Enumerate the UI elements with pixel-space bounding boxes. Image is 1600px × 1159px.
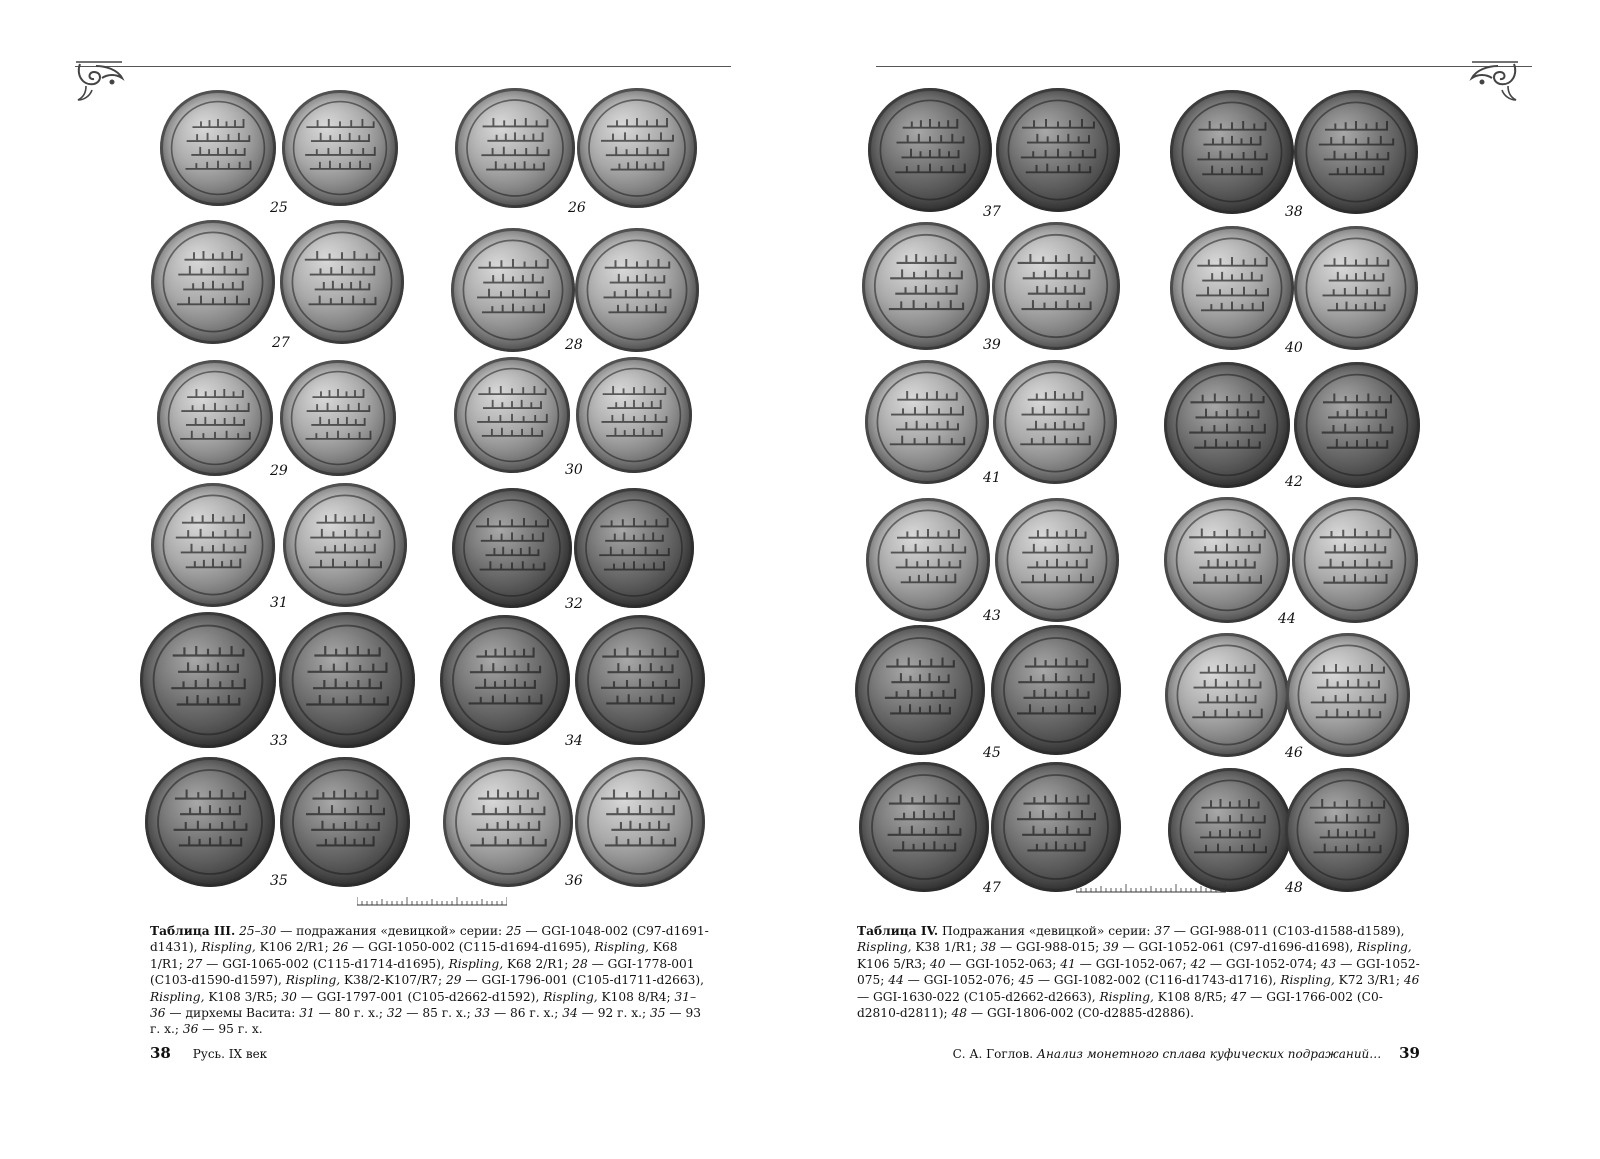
coin-obverse xyxy=(855,625,985,755)
caption-run: K108 8/R5; xyxy=(1153,989,1231,1004)
coin-number: 26 xyxy=(568,200,586,216)
coin-reverse xyxy=(577,88,697,208)
caption-run: 38 xyxy=(980,940,997,955)
coin-number: 37 xyxy=(983,204,1001,220)
coin-obverse xyxy=(440,615,570,745)
coin-obverse xyxy=(145,757,275,887)
coin-reverse xyxy=(280,220,404,344)
ornament-icon xyxy=(72,60,126,104)
caption-run: 30 xyxy=(281,989,297,1004)
caption-run: 35 xyxy=(650,1006,666,1021)
caption-run: K72 3/R1; xyxy=(1334,973,1404,988)
caption-run: 45 xyxy=(1018,973,1034,988)
coin-obverse xyxy=(1164,497,1290,623)
caption-run: Rispling, xyxy=(285,973,341,988)
caption-run: K106 5/R3; xyxy=(857,956,931,971)
caption-run: — 85 г. х.; xyxy=(402,1006,475,1021)
coin-reverse xyxy=(1294,90,1418,214)
caption-run: 47 xyxy=(1230,989,1247,1004)
coin-reverse xyxy=(576,357,692,473)
caption-run: — 95 г. х. xyxy=(198,1022,263,1037)
right-page xyxy=(800,0,1600,1159)
caption-run: Rispling, xyxy=(543,989,598,1004)
caption-run: K38/2-K107/R7; xyxy=(340,973,447,988)
caption-run: 44 xyxy=(888,973,904,988)
coin-number: 39 xyxy=(983,337,1001,353)
scale-bar xyxy=(357,896,507,906)
caption-run: K108 3/R5; xyxy=(204,989,282,1004)
caption-run: — GGI-1806-002 (C0-d2885-d2886). xyxy=(967,1006,1194,1021)
caption-run: — GGI-1052-076; xyxy=(903,973,1019,988)
running-title-italic: Анализ монетного сплава куфических подражаний… xyxy=(1036,1047,1382,1061)
caption-run: — 86 г. х.; xyxy=(490,1006,563,1021)
header-rule xyxy=(876,66,1532,67)
coin-number: 31 xyxy=(270,595,288,611)
page-footer xyxy=(150,1044,267,1062)
caption-run: 40 xyxy=(930,956,946,971)
caption-run: — GGI-1797-001 (C105-d2662-d1592), xyxy=(296,989,544,1004)
caption-run: — GGI-1050-002 (C115-d1694-d1695), xyxy=(348,940,595,955)
caption-run: Rispling, xyxy=(1099,989,1154,1004)
coin-number: 30 xyxy=(565,462,583,478)
caption-run: Rispling, xyxy=(150,989,205,1004)
caption-run: — GGI-1778-001 (C103-d1590-d1597), xyxy=(150,956,695,988)
plate-caption xyxy=(857,923,1423,1021)
caption-run: 37 xyxy=(1154,924,1170,938)
coin-obverse xyxy=(140,612,276,748)
caption-run: Rispling, xyxy=(1280,973,1335,988)
coin-reverse xyxy=(282,90,398,206)
coin-obverse xyxy=(1170,226,1294,350)
caption-run: 39 xyxy=(1103,940,1119,955)
caption-run: 32 xyxy=(386,1006,403,1021)
caption-run: — 80 г. х.; xyxy=(314,1006,387,1021)
coin-number: 41 xyxy=(983,470,1001,486)
coin-obverse xyxy=(866,498,990,622)
coin-number: 46 xyxy=(1285,745,1303,761)
coin-obverse xyxy=(452,488,572,608)
coin-obverse xyxy=(862,222,990,350)
coin-reverse xyxy=(574,488,694,608)
header-rule xyxy=(75,66,731,67)
coin-number: 36 xyxy=(565,873,583,889)
ornament-icon xyxy=(1468,60,1522,104)
coin-number: 32 xyxy=(565,596,583,612)
coin-reverse xyxy=(1286,633,1410,757)
caption-run: — подражания «девицкой» серии: xyxy=(276,924,506,938)
coin-obverse xyxy=(151,220,275,344)
caption-run: — GGI-1048-002 (C97-d1691-d1431), xyxy=(150,924,709,955)
coin-obverse xyxy=(455,88,575,208)
coin-reverse xyxy=(283,483,407,607)
coin-number: 35 xyxy=(270,873,288,889)
caption-run: 43 xyxy=(1320,956,1337,971)
coin-number: 43 xyxy=(983,608,1001,624)
running-title-author: С. А. Гоглов. xyxy=(952,1047,1034,1061)
coin-obverse xyxy=(157,360,273,476)
caption-run: 41 xyxy=(1060,956,1076,971)
caption-run: 26 xyxy=(332,940,349,955)
caption-run: — GGI-1796-001 (C105-d1711-d2663), xyxy=(461,973,704,988)
plate-caption xyxy=(150,923,710,1038)
coin-obverse xyxy=(1170,90,1294,214)
coin-reverse xyxy=(992,222,1120,350)
caption-run: K68 1/R1; xyxy=(150,940,678,971)
caption-run: — GGI-988-011 (C103-d1588-d1589), xyxy=(1169,924,1405,938)
coin-reverse xyxy=(993,360,1117,484)
coin-number: 40 xyxy=(1285,340,1303,356)
caption-run: 28 xyxy=(572,956,588,971)
coin-reverse xyxy=(280,360,396,476)
caption-run: — 93 г. х.; xyxy=(150,1006,701,1037)
caption-lead: Таблица IV. xyxy=(857,924,939,938)
caption-run: Rispling, xyxy=(594,940,649,955)
coin-number: 42 xyxy=(1285,474,1303,490)
caption-run: 33 xyxy=(474,1006,491,1021)
caption-run: Rispling, xyxy=(448,956,504,971)
caption-run: 31–36 xyxy=(150,989,697,1021)
caption-run: 34 xyxy=(562,1006,578,1021)
coin-obverse xyxy=(865,360,989,484)
caption-run: — GGI-1052-063; xyxy=(945,956,1061,971)
page-number: 38 xyxy=(150,1044,171,1062)
caption-run: K68 2/R1; xyxy=(503,956,573,971)
caption-run: Rispling, xyxy=(201,940,256,955)
coin-reverse xyxy=(280,757,410,887)
coin-obverse xyxy=(443,757,573,887)
coin-reverse xyxy=(575,228,699,352)
coin-obverse xyxy=(1164,362,1290,488)
coin-reverse xyxy=(1292,497,1418,623)
coin-number: 45 xyxy=(983,745,1001,761)
coin-reverse xyxy=(991,625,1121,755)
caption-run: Подражания «девицкой» серии: xyxy=(938,924,1155,938)
coin-obverse xyxy=(868,88,992,212)
caption-run: — GGI-1766-002 (C0-d2810-d2811); xyxy=(857,989,1383,1021)
coin-number: 29 xyxy=(270,463,288,479)
coin-reverse xyxy=(1294,226,1418,350)
coin-number: 47 xyxy=(983,880,1001,896)
running-title: Русь. IX век xyxy=(192,1047,268,1061)
caption-run: 25 xyxy=(505,924,522,938)
caption-run: 25–30 xyxy=(239,924,277,938)
coin-reverse xyxy=(995,498,1119,622)
caption-run: — GGI-1065-002 (C115-d1714-d1695), xyxy=(202,956,449,971)
coin-number: 27 xyxy=(272,335,290,351)
caption-run: 36 xyxy=(182,1022,199,1037)
caption-run: 48 xyxy=(951,1006,968,1021)
caption-run: — GGI-1052-074; xyxy=(1206,956,1321,971)
caption-run: — GGI-1052-061 (C97-d1696-d1698), xyxy=(1118,940,1358,955)
coin-number: 33 xyxy=(270,733,288,749)
coin-reverse xyxy=(1285,768,1409,892)
coin-reverse xyxy=(996,88,1120,212)
caption-run: 46 xyxy=(1403,973,1420,988)
caption-run: — GGI-1052-075; xyxy=(857,956,1420,988)
scale-bar xyxy=(1076,883,1226,893)
caption-run: — GGI-1052-067; xyxy=(1075,956,1191,971)
coin-reverse xyxy=(279,612,415,748)
page-footer xyxy=(953,1044,1420,1062)
coin-obverse xyxy=(451,228,575,352)
caption-run: — GGI-988-015; xyxy=(996,940,1104,955)
caption-run: — GGI-1630-022 (C105-d2662-d2663), xyxy=(857,989,1100,1004)
coin-number: 48 xyxy=(1285,880,1303,896)
coin-number: 25 xyxy=(270,200,288,216)
caption-run: 42 xyxy=(1190,956,1206,971)
page-number: 39 xyxy=(1399,1044,1420,1062)
coin-reverse xyxy=(575,615,705,745)
coin-reverse xyxy=(1294,362,1420,488)
coin-obverse xyxy=(1168,768,1292,892)
coin-obverse xyxy=(160,90,276,206)
coin-number: 44 xyxy=(1278,611,1296,627)
caption-run: — дирхемы Васита: xyxy=(165,1006,300,1021)
caption-run: K108 8/R4; xyxy=(597,989,675,1004)
running-title xyxy=(953,1047,1382,1061)
caption-run: — 92 г. х.; xyxy=(577,1006,650,1021)
coin-obverse xyxy=(859,762,989,892)
caption-run: Rispling, xyxy=(857,940,912,955)
coin-reverse xyxy=(991,762,1121,892)
caption-run: Rispling, xyxy=(1357,940,1412,955)
coin-obverse xyxy=(454,357,570,473)
caption-run: 27 xyxy=(186,956,203,971)
caption-run: K106 2/R1; xyxy=(255,940,333,955)
coin-reverse xyxy=(575,757,705,887)
caption-lead: Таблица III. xyxy=(150,924,236,938)
caption-run: K38 1/R1; xyxy=(911,940,981,955)
caption-run: — GGI-1082-002 (C116-d1743-d1716), xyxy=(1034,973,1281,988)
coin-number: 38 xyxy=(1285,204,1303,220)
coin-number: 34 xyxy=(565,733,583,749)
coin-obverse xyxy=(151,483,275,607)
coin-obverse xyxy=(1165,633,1289,757)
caption-run: 29 xyxy=(446,973,462,988)
caption-run: 31 xyxy=(299,1006,315,1021)
coin-number: 28 xyxy=(565,337,583,353)
